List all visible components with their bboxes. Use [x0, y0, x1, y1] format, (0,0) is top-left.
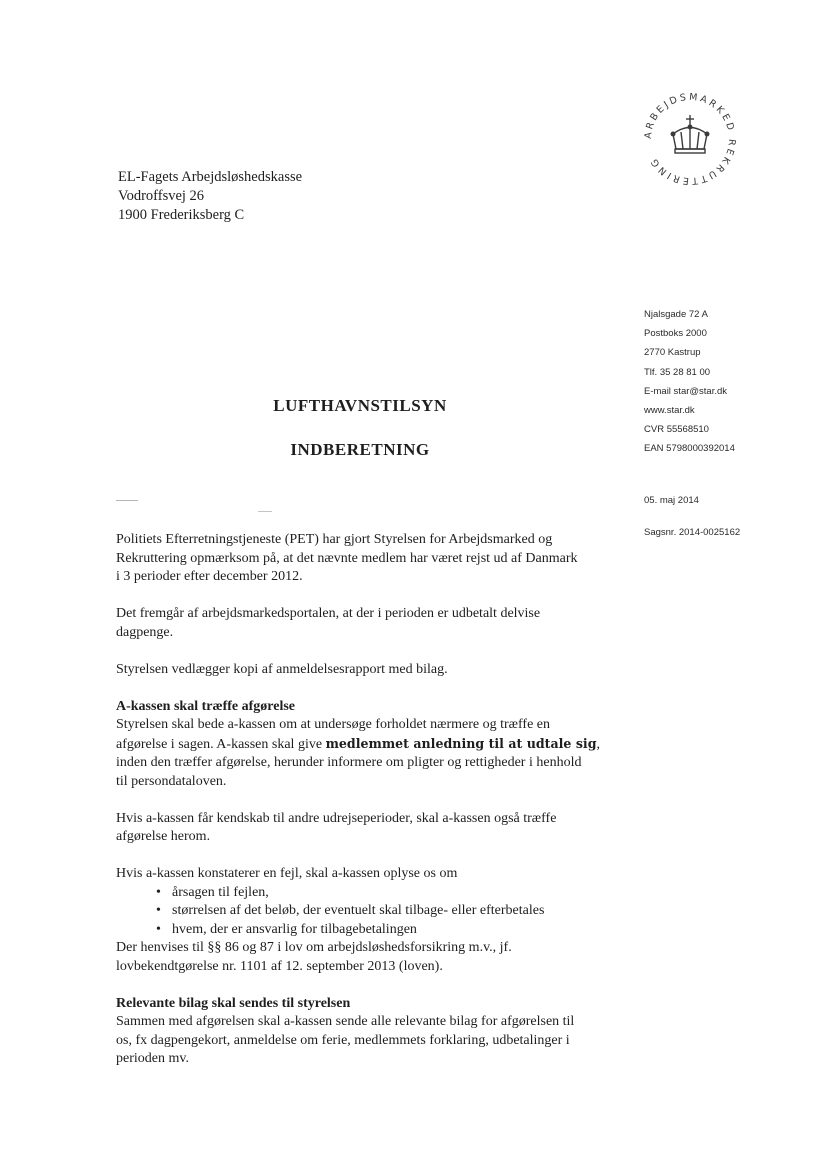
sender-line: Postboks 2000: [644, 328, 707, 340]
body-line: Styrelsen vedlægger kopi af anmeldelsesrapport med bilag.: [116, 661, 448, 677]
body-line: Hvis a-kassen konstaterer en fejl, skal a-kassen oplyse os om: [116, 866, 458, 881]
agency-logo: [636, 85, 744, 193]
list-item: • årsagen til fejlen,: [172, 884, 604, 903]
body-line: i 3 perioder efter december 2012.: [116, 569, 303, 584]
sender-line: Tlf. 35 28 81 00: [644, 366, 711, 378]
body-line: Politiets Efterretningstjeneste (PET) har gjort Styrelsen for Arbejdsmarked og: [116, 532, 553, 547]
body-line: afgørelse herom.: [116, 829, 211, 844]
case-number: Sagsnr. 2014-0025162: [644, 527, 741, 538]
recipient-address: [118, 168, 302, 225]
letter-date: 05. maj 2014: [644, 495, 699, 506]
sender-line: EAN 5798000392014: [644, 443, 735, 455]
body-line: perioden mv.: [116, 1051, 189, 1066]
sender-info: [644, 305, 735, 459]
crown-icon: [671, 115, 709, 153]
body-line: til persondataloven.: [116, 773, 227, 789]
body-line: lovbekendtgørelse nr. 1101 af 12. september 2013 (loven).: [116, 958, 443, 974]
body-text: afgørelse i sagen. A-kassen skal give: [116, 736, 326, 752]
body-line: os, fx dagpengekort, anmeldelse om ferie, medlemmets forklaring, udbetalinger i: [116, 1032, 570, 1048]
body-text: ,: [596, 736, 601, 752]
body-line: Hvis a-kassen får kendskab til andre udrejseperioder, skal a-kassen også træffe: [116, 810, 557, 826]
recipient-line: 1900 Frederiksberg C: [118, 207, 245, 223]
sender-line: Njalsgade 72 A: [644, 309, 708, 320]
section-heading: Relevante bilag skal sendes til styrelsen: [116, 995, 351, 1011]
list-item: • størrelsen af det beløb, der eventuelt skal tilbage- eller efterbetales: [172, 902, 604, 921]
body-line: Styrelsen skal bede a-kassen om at undersøge forholdet nærmere og træffe en: [116, 717, 550, 732]
body-line: Rekruttering opmærksom på, at det nævnte medlem har været rejst ud af Danmark: [116, 550, 578, 566]
bullet-list: [116, 884, 604, 940]
document-title: LUFTHAVNSTILSYN: [273, 396, 447, 415]
body-line: dagpenge.: [116, 624, 174, 640]
logo-arc-text: ARBEJDSMARKED REKRUTTERING: [642, 91, 738, 187]
sender-line: www.star.dk: [644, 405, 695, 417]
body-line: Der henvises til §§ 86 og 87 i lov om arbejdsløshedsforsikring m.v., jf.: [116, 940, 512, 955]
recipient-line: Vodroffsvej 26: [118, 188, 205, 204]
body-line: inden den træffer afgørelse, herunder informere om pligter og rettigheder i henhold: [116, 755, 582, 770]
recipient-line: EL-Fagets Arbejdsløshedskasse: [118, 169, 303, 185]
sender-line: E-mail star@star.dk: [644, 385, 728, 397]
body-line: [116, 735, 604, 755]
list-item: • hvem, der er ansvarlig for tilbagebetalingen: [172, 921, 604, 940]
body-line: Det fremgår af arbejdsmarkedsportalen, at der i perioden er udbetalt delvise: [116, 606, 541, 621]
scan-mark: [258, 511, 272, 512]
sender-line: 2770 Kastrup: [644, 347, 701, 359]
scan-mark: [116, 500, 138, 501]
body-line: Sammen med afgørelsen skal a-kassen sende alle relevante bilag for afgørelsen til: [116, 1014, 575, 1029]
section-heading: A-kassen skal træffe afgørelse: [116, 698, 295, 714]
letter-body: [116, 531, 604, 1069]
emphasis-text: medlemmet anledning til at udtale sig: [325, 735, 597, 751]
document-subtitle: INDBERETNING: [290, 440, 430, 459]
sender-line: CVR 55568510: [644, 424, 709, 436]
logo-seal: [636, 85, 744, 193]
